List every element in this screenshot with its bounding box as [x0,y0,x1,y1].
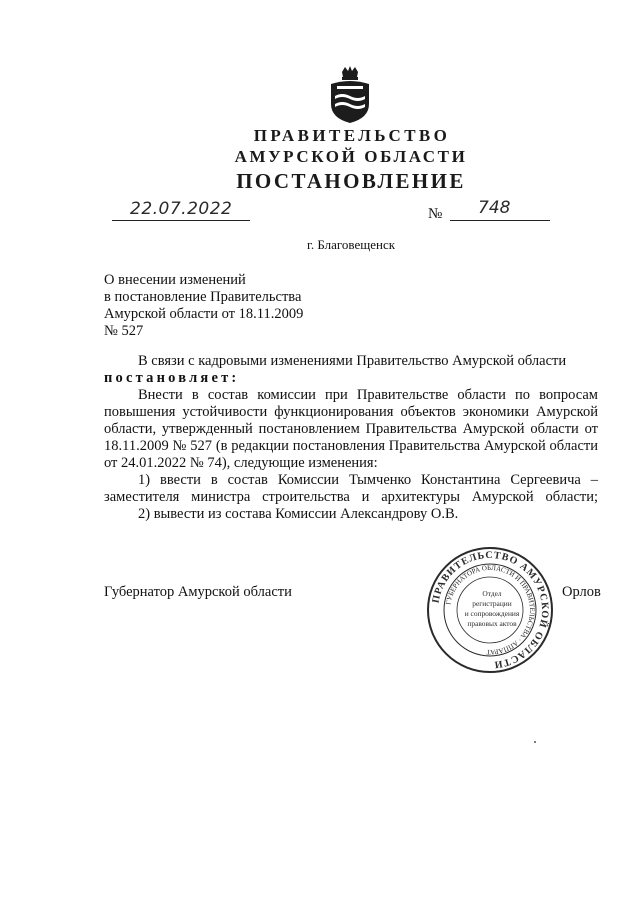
change-item-1: 1) ввести в состав Комиссии Тымченко Константина Сергеевича – заместителя министра строительства и архитектуры Амурской области; [104,472,598,505]
document-body [104,353,598,523]
subject-line: Амурской области от 18.11.2009 [104,306,304,322]
city-name: г. Благовещенск [306,237,396,252]
stamp-center-line: регистрации [472,599,512,608]
stamp-center-line: и сопровождения [464,609,520,618]
main-paragraph: Внести в состав комиссии при Правительстве области по вопросам повышения устойчивости функционирования объектов экономики Амурской области, утвержденный постановлением Правительства Амурской области от 18.11.2009 № 527 (в редакции постановления Правительства Амурской области от 24.01.2022 № 74), следующие изменения: [104,387,598,471]
government-title-line1: ПРАВИТЕЛЬСТВО [253,126,451,145]
number-underline [450,220,550,221]
resolves-word: постановляет: [104,370,240,386]
coat-of-arms-emblem [327,66,373,124]
date-underline [112,220,250,221]
document-subject [104,272,303,340]
subject-line: № 527 [104,323,144,339]
stamp-center-line: Отдел [482,589,502,598]
stamp-center-line: правовых актов [467,619,517,628]
document-type-title: ПОСТАНОВЛЕНИЕ [236,169,466,193]
signatory-surname: Орлов [562,584,601,600]
government-title-line2: АМУРСКОЙ ОБЛАСТИ [234,147,468,166]
stamp-inner-text: ГУБЕРНАТОРА ОБЛАСТИ И ПРАВИТЕЛЬСТВА · АППАРАТ [444,563,537,657]
number-label: № [428,206,443,222]
speck-mark [534,741,536,743]
subject-line: в постановление Правительства [104,289,302,305]
document-date: 22.07.2022 [130,199,233,219]
subject-line: О внесении изменений [104,272,246,288]
stamp-outer-text: ПРАВИТЕЛЬСТВО АМУРСКОЙ ОБЛАСТИ [430,549,551,670]
change-item-2: 2) вывести из состава Комиссии Александрову О.В. [138,506,459,522]
intro-paragraph: В связи с кадровыми изменениями Правительство Амурской области [138,353,567,369]
signatory-position: Губернатор Амурской области [104,584,292,600]
document-number: 748 [478,198,511,218]
official-stamp [426,546,554,674]
